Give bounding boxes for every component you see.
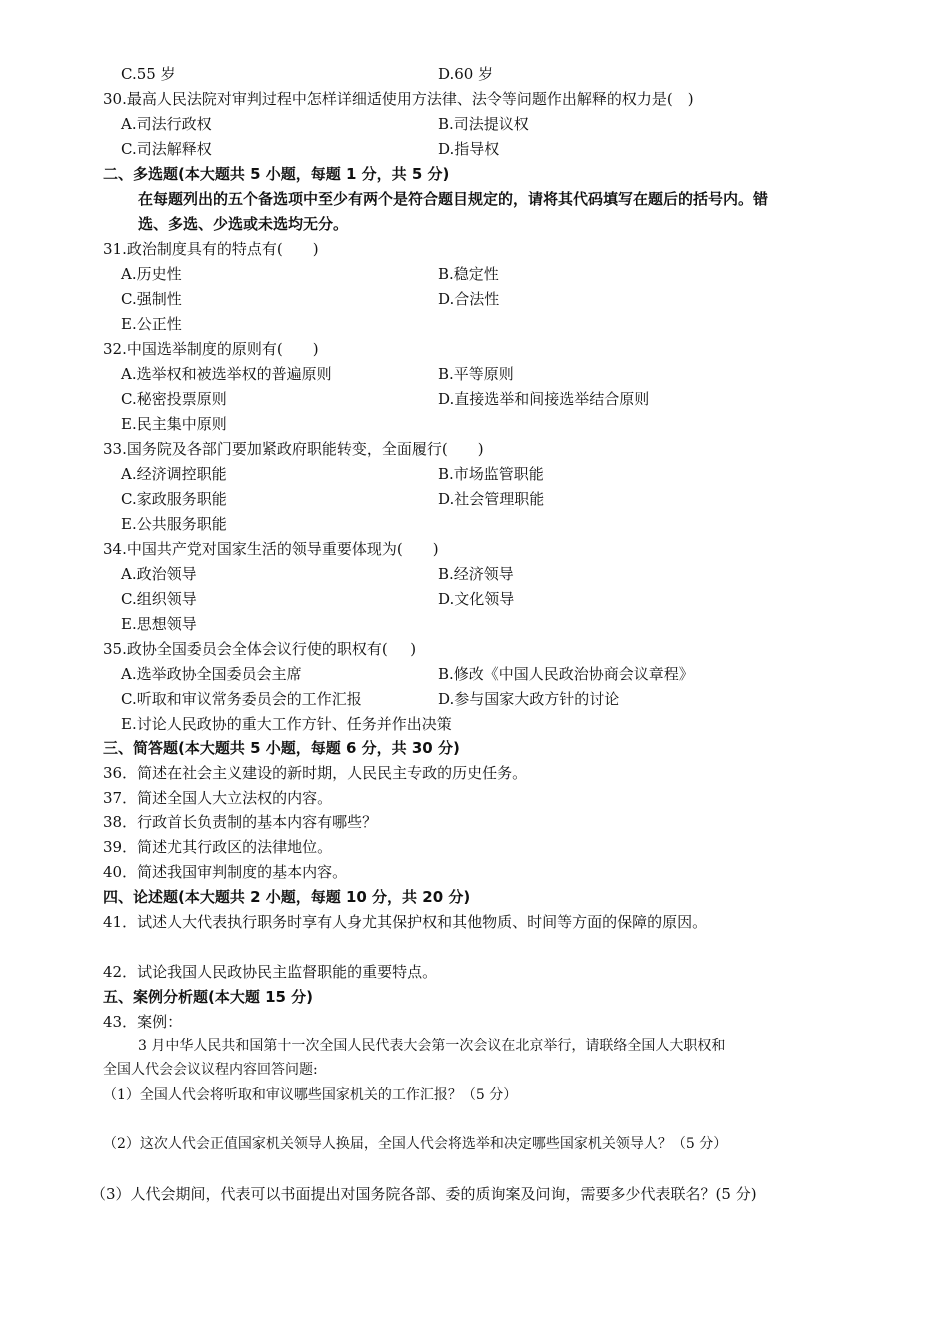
q35-option-a: A.选举政协全国委员会主席 bbox=[121, 665, 302, 683]
q34-option-b: B.经济领导 bbox=[438, 565, 514, 583]
q43-label: 43．案例： bbox=[103, 1013, 183, 1031]
q31-option-d: D.合法性 bbox=[438, 290, 500, 308]
section2-title: 二、多选题(本大题共 5 小题，每题 1 分，共 5 分) bbox=[103, 165, 450, 183]
q31-option-e: E.公正性 bbox=[121, 315, 182, 333]
q29-option-c: C.55 岁 bbox=[121, 65, 176, 83]
q30-option-b: B.司法提议权 bbox=[438, 115, 529, 133]
q31-stem: 31.政治制度具有的特点有( ) bbox=[103, 240, 319, 258]
section5-title: 五、案例分析题(本大题 15 分) bbox=[103, 988, 314, 1006]
section3-title: 三、简答题(本大题共 5 小题，每题 6 分，共 30 分) bbox=[103, 739, 460, 757]
q35-option-c: C.听取和审议常务委员会的工作汇报 bbox=[121, 690, 362, 708]
q33-option-b: B.市场监管职能 bbox=[438, 465, 544, 483]
q30-option-c: C.司法解释权 bbox=[121, 140, 212, 158]
case-text-line2: 全国人代会会议议程内容回答问题: bbox=[103, 1062, 318, 1078]
q35-option-d: D.参与国家大政方针的讨论 bbox=[438, 690, 620, 708]
q41: 41．试述人大代表执行职务时享有人身尤其保护权和其他物质、时间等方面的保障的原因。 bbox=[103, 913, 708, 931]
q31-option-a: A.历史性 bbox=[121, 265, 182, 283]
q31-option-c: C.强制性 bbox=[121, 290, 182, 308]
q37: 37．简述全国人大立法权的内容。 bbox=[103, 789, 333, 807]
q30-stem: 30.最高人民法院对审判过程中怎样详细适使用方法律、法令等问题作出解释的权力是( ) bbox=[103, 90, 694, 108]
q38: 38．行政首长负责制的基本内容有哪些？ bbox=[103, 813, 378, 831]
q33-option-a: A.经济调控职能 bbox=[121, 465, 227, 483]
q33-option-c: C.家政服务职能 bbox=[121, 490, 227, 508]
q33-stem: 33.国务院及各部门要加紧政府职能转变，全面履行( ) bbox=[103, 440, 484, 458]
q43-sub2: （2）这次人代会正值国家机关领导人换届，全国人代会将选举和决定哪些国家机关领导人？（5 分） bbox=[103, 1136, 728, 1152]
case-text-line1: 3 月中华人民共和国第十一次全国人民代表大会第一次会议在北京举行，请联络全国人大职权和 bbox=[138, 1038, 726, 1054]
q34-option-e: E.思想领导 bbox=[121, 615, 197, 633]
q30-option-d: D.指导权 bbox=[438, 140, 500, 158]
section4-title: 四、论述题(本大题共 2 小题，每题 10 分，共 20 分) bbox=[103, 888, 471, 906]
q33-option-d: D.社会管理职能 bbox=[438, 490, 545, 508]
q30-option-a: A.司法行政权 bbox=[121, 115, 212, 133]
q34-stem: 34.中国共产党对国家生活的领导重要体现为( ) bbox=[103, 540, 439, 558]
q34-option-d: D.文化领导 bbox=[438, 590, 515, 608]
q34-option-a: A.政治领导 bbox=[121, 565, 197, 583]
q35-stem: 35.政协全国委员会全体会议行使的职权有( ) bbox=[103, 640, 417, 658]
section2-instructions-line2: 选、多选、少选或未选均无分。 bbox=[138, 215, 349, 233]
q40: 40．简述我国审判制度的基本内容。 bbox=[103, 863, 348, 881]
q43-sub3: （3）人代会期间，代表可以书面提出对国务院各部、委的质询案及问询，需要多少代表联名？(5 分) bbox=[91, 1185, 757, 1203]
q34-option-c: C.组织领导 bbox=[121, 590, 197, 608]
q33-option-e: E.公共服务职能 bbox=[121, 515, 227, 533]
q32-stem: 32.中国选举制度的原则有( ) bbox=[103, 340, 319, 358]
q32-option-a: A.选举权和被选举权的普遍原则 bbox=[121, 365, 332, 383]
q39: 39．简述尤其行政区的法律地位。 bbox=[103, 838, 333, 856]
q35-option-e: E.讨论人民政协的重大工作方针、任务并作出决策 bbox=[121, 715, 452, 733]
q36: 36．简述在社会主义建设的新时期，人民民主专政的历史任务。 bbox=[103, 764, 528, 782]
q32-option-e: E.民主集中原则 bbox=[121, 415, 227, 433]
q43-sub1: （1）全国人代会将听取和审议哪些国家机关的工作汇报？（5 分） bbox=[103, 1087, 518, 1103]
q29-option-d: D.60 岁 bbox=[438, 65, 494, 83]
q32-option-d: D.直接选举和间接选举结合原则 bbox=[438, 390, 650, 408]
section2-instructions-line1: 在每题列出的五个备选项中至少有两个是符合题目规定的，请将其代码填写在题后的括号内。错 bbox=[138, 190, 769, 208]
q42: 42．试论我国人民政协民主监督职能的重要特点。 bbox=[103, 963, 438, 981]
q35-option-b: B.修改《中国人民政治协商会议章程》 bbox=[438, 665, 694, 683]
q31-option-b: B.稳定性 bbox=[438, 265, 499, 283]
q32-option-b: B.平等原则 bbox=[438, 365, 514, 383]
q32-option-c: C.秘密投票原则 bbox=[121, 390, 227, 408]
